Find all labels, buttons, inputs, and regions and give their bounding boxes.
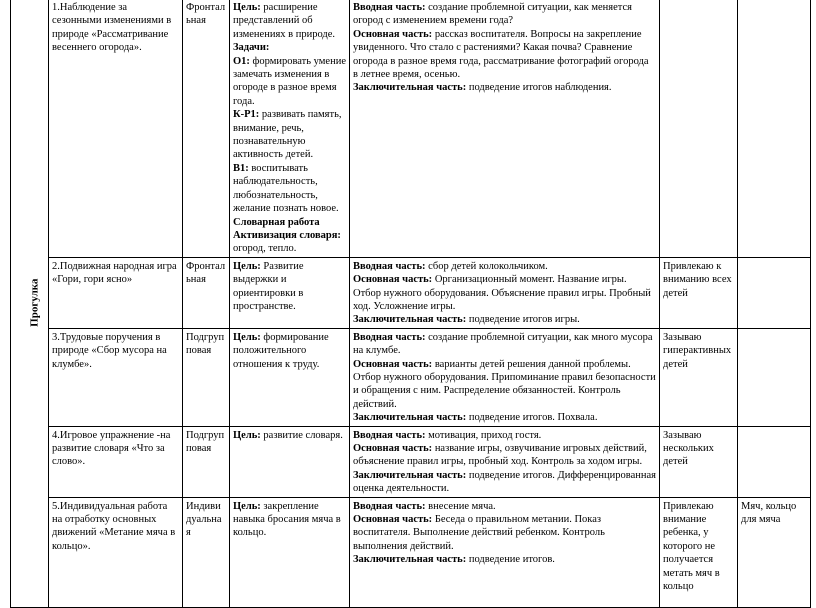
paragraph-heading: О1:: [233, 55, 250, 67]
content-paragraph: [353, 81, 656, 94]
content-paragraph: [353, 358, 656, 412]
table-row: [11, 497, 811, 607]
paragraph-text: подведение итогов игры.: [466, 314, 580, 326]
individual-work-text: Зазываю нескольких детей: [663, 429, 714, 468]
activity-cell: [49, 426, 183, 497]
materials-cell: [738, 497, 811, 607]
paragraph-heading: Основная часть:: [353, 28, 433, 40]
paragraph-heading: Заключительная часть:: [353, 82, 467, 94]
paragraph-heading: Заключительная часть:: [353, 554, 467, 566]
activity-cell: [49, 497, 183, 607]
content-cell: [350, 497, 660, 607]
content-paragraph: [353, 429, 656, 442]
content-cell: [350, 257, 660, 328]
goal-cell: [230, 257, 350, 328]
materials-cell: [738, 0, 811, 257]
paragraph-heading: Цель:: [233, 260, 261, 272]
paragraph-heading: Цель:: [233, 429, 261, 441]
paragraph-heading: Вводная часть:: [353, 500, 426, 512]
paragraph-text: создание проблемной ситуации, как много мусора на клумбе.: [353, 331, 653, 357]
paragraph-text: рассказ воспитателя. Вопросы на закрепление увиденного. Что стало с растениями? Какая почва? Сравнение огорода в разное время года, рассматривание фотографий огорода в летнее время, осенью.: [353, 28, 649, 81]
paragraph-text: Организационный момент. Название игры. Отбор нужного оборудования. Объяснение правил игры. Пробный ход. Усложнение игры.: [353, 274, 651, 312]
content-paragraph: [353, 513, 656, 553]
form-cell: [183, 328, 230, 426]
paragraph-heading: В1:: [233, 162, 249, 174]
goal-paragraph: [233, 41, 346, 54]
content-paragraph: [353, 273, 656, 313]
content-paragraph: [353, 469, 656, 496]
paragraph-heading: Заключительная часть:: [353, 469, 467, 481]
paragraph-text: огород, тепло.: [233, 243, 297, 255]
paragraph-text: развитие словаря.: [260, 429, 343, 441]
individual-work-cell: [660, 426, 738, 497]
individual-work-cell: [660, 328, 738, 426]
paragraph-heading: Основная часть:: [353, 514, 433, 526]
paragraph-text: формирование положительного отношения к труду.: [233, 331, 329, 370]
paragraph-heading: Цель:: [233, 331, 261, 343]
paragraph-heading: Основная часть:: [353, 443, 433, 454]
paragraph-heading: Вводная часть:: [353, 260, 426, 272]
goal-paragraph: [233, 55, 346, 109]
content-cell: [350, 328, 660, 426]
paragraph-text: варианты детей решения данной проблемы. Отбор нужного оборудования. Припоминание правил безопасности и обращения с ним. Распределение обязанностей. Контроль действий.: [353, 358, 656, 410]
content-paragraph: [353, 553, 656, 566]
paragraph-text: закрепление навыка бросания мяча в кольцо.: [233, 500, 341, 539]
goal-paragraph: [233, 229, 346, 256]
paragraph-heading: Вводная часть:: [353, 331, 426, 343]
goal-cell: [230, 328, 350, 426]
form-cell: [183, 0, 230, 257]
paragraph-text: создание проблемной ситуации, как меняется огород с изменением времени года?: [353, 2, 632, 27]
goal-paragraph: [233, 331, 346, 371]
paragraph-heading: Вводная часть:: [353, 2, 426, 13]
paragraph-text: Беседа о правильном метании. Показ воспитателя. Выполнение действий ребенком. Контроль выполнения действий.: [353, 514, 605, 552]
paragraph-text: название игры, озвучивание игровых действий, объяснение правил игры, пробный ход. Контроль за ходом игры.: [353, 443, 647, 468]
form-text: Фронтальная: [186, 2, 226, 27]
table-row: [11, 426, 811, 497]
paragraph-text: внесение мяча.: [425, 500, 496, 512]
paragraph-heading: Активизация словаря:: [233, 229, 341, 241]
paragraph-heading: Цель:: [233, 2, 261, 13]
form-cell: [183, 257, 230, 328]
content-paragraph: [353, 331, 656, 358]
form-text: Подгрупповая: [186, 429, 225, 454]
form-text: Фронтальная: [186, 260, 226, 286]
content-paragraph: [353, 1, 656, 28]
paragraph-heading: Основная часть:: [353, 274, 433, 286]
content-paragraph: [353, 313, 656, 326]
form-cell: [183, 497, 230, 607]
activity-text: 2.Подвижная народная игра «Гори, гори ясно»: [52, 260, 177, 286]
table-row: [11, 257, 811, 328]
form-text: Подгрупповая: [186, 331, 225, 357]
individual-work-cell: [660, 497, 738, 607]
activity-text: 4.Игровое упражнение -на развитие словаря «Что за слово».: [52, 429, 171, 468]
paragraph-text: подведение итогов. Дифференцированная оценка деятельности.: [353, 469, 656, 495]
paragraph-heading: Заключительная часть:: [353, 314, 467, 326]
goal-paragraph: [233, 429, 346, 442]
table-row: [11, 328, 811, 426]
activity-cell: [49, 328, 183, 426]
paragraph-heading: Задачи:: [233, 42, 270, 54]
goal-cell: [230, 426, 350, 497]
section-cell: [11, 0, 49, 607]
individual-work-cell: [660, 0, 738, 257]
materials-text: Мяч, кольцо для мяча: [741, 500, 797, 526]
individual-work-cell: [660, 257, 738, 328]
goal-cell: [230, 497, 350, 607]
content-cell: [350, 426, 660, 497]
paragraph-text: развивать память, внимание, речь, познавательную активность детей.: [233, 109, 342, 161]
individual-work-text: Зазываю гиперактивных детей: [663, 331, 732, 370]
paragraph-heading: Словарная работа: [233, 216, 320, 228]
activity-cell: [49, 0, 183, 257]
paragraph-heading: К-Р1:: [233, 109, 260, 121]
form-cell: [183, 426, 230, 497]
section-label: Прогулка: [28, 278, 41, 327]
lesson-plan-table: [10, 0, 811, 608]
content-paragraph: [353, 442, 656, 469]
goal-paragraph: [233, 216, 346, 229]
content-paragraph: [353, 28, 656, 82]
paragraph-heading: Вводная часть:: [353, 429, 426, 441]
activity-cell: [49, 257, 183, 328]
individual-work-text: Привлекаю к вниманию всех детей: [663, 260, 732, 299]
goal-paragraph: [233, 500, 346, 540]
content-cell: [350, 0, 660, 257]
paragraph-text: мотивация, приход гостя.: [425, 429, 542, 441]
paragraph-text: подведение итогов наблюдения.: [466, 82, 612, 94]
goal-paragraph: [233, 108, 346, 162]
goal-paragraph: [233, 1, 346, 41]
activity-text: 3.Трудовые поручения в природе «Сбор мусора на клумбе».: [52, 331, 167, 370]
paragraph-text: подведение итогов.: [466, 554, 555, 566]
paragraph-text: Развитие выдержки и ориентировки в пространстве.: [233, 260, 304, 312]
paragraph-text: сбор детей колокольчиком.: [425, 260, 548, 272]
materials-cell: [738, 328, 811, 426]
materials-cell: [738, 257, 811, 328]
goal-paragraph: [233, 162, 346, 216]
materials-cell: [738, 426, 811, 497]
goal-cell: [230, 0, 350, 257]
paragraph-text: воспитывать наблюдательность, любознательность, желание познать новое.: [233, 162, 339, 215]
activity-text: 1.Наблюдение за сезонными изменениями в природе «Рассматривание весеннего огорода».: [52, 2, 172, 54]
content-paragraph: [353, 260, 656, 273]
paragraph-text: подведение итогов. Похвала.: [466, 412, 598, 424]
paragraph-heading: Основная часть:: [353, 358, 433, 370]
individual-work-text: Привлекаю внимание ребенка, у которого не получается метать мяч в кольцо: [663, 500, 720, 593]
paragraph-text: расширение представлений об изменениях в природе.: [233, 2, 336, 40]
table-row: [11, 0, 811, 257]
paragraph-heading: Цель:: [233, 500, 261, 512]
form-text: Индивидуальная: [186, 500, 222, 539]
content-paragraph: [353, 411, 656, 424]
content-paragraph: [353, 500, 656, 513]
paragraph-text: формировать умение замечать изменения в огороде в разное время года.: [233, 55, 346, 107]
paragraph-heading: Заключительная часть:: [353, 412, 467, 424]
goal-paragraph: [233, 260, 346, 314]
activity-text: 5.Индивидуальная работа на отработку основных движений «Метание мяча в кольцо».: [52, 500, 176, 552]
